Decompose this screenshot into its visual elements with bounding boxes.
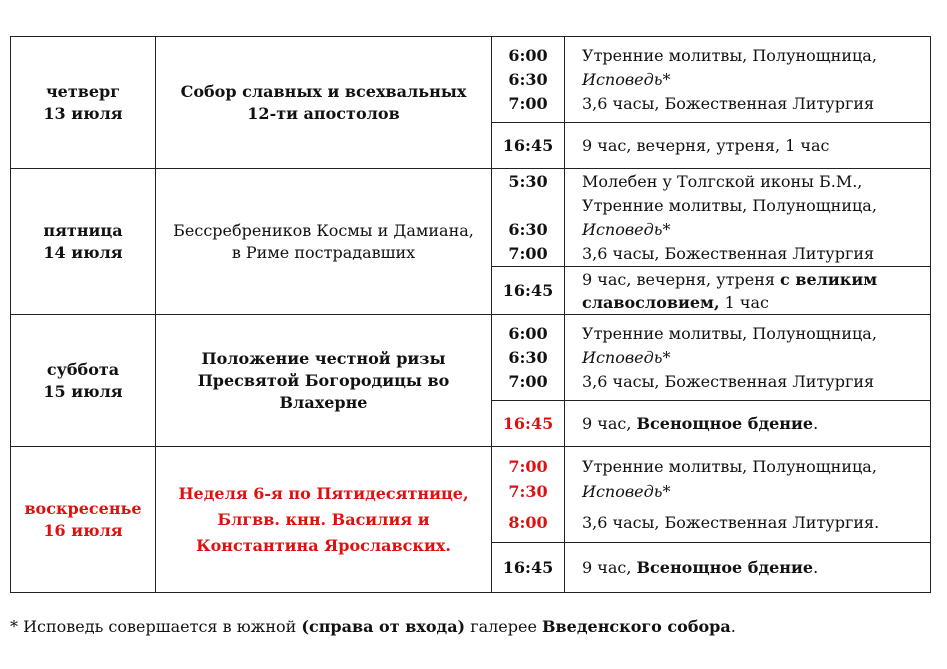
time-value: 16:45 bbox=[502, 135, 554, 155]
time-cell bbox=[492, 169, 565, 267]
date-label: 14 июля bbox=[43, 242, 123, 262]
feast-line: 12-ти апостолов bbox=[247, 103, 400, 123]
service-line: Исповедь* bbox=[582, 347, 671, 367]
day-cell bbox=[11, 37, 156, 169]
service-line: Утренние молитвы, Полунощница, bbox=[582, 323, 877, 343]
feast-line: Бессребреников Космы и Дамиана, bbox=[173, 220, 474, 240]
time-value: 7:00 bbox=[508, 243, 548, 263]
schedule-row-saturday-morning bbox=[11, 315, 931, 401]
feast-cell bbox=[156, 447, 492, 593]
service-cell bbox=[565, 169, 931, 267]
time-value: 16:45 bbox=[502, 413, 554, 433]
schedule-row-thursday-morning bbox=[11, 37, 931, 123]
service-line: 3,6 часы, Божественная Литургия bbox=[582, 243, 875, 263]
time-cell bbox=[492, 123, 565, 169]
time-value: 7:00 bbox=[508, 93, 548, 113]
time-cell bbox=[492, 447, 565, 543]
day-cell bbox=[11, 447, 156, 593]
date-label: 15 июля bbox=[43, 381, 123, 401]
time-cell bbox=[492, 315, 565, 401]
time-cell bbox=[492, 37, 565, 123]
service-line: Утренние молитвы, Полунощница, bbox=[582, 457, 877, 476]
service-line: Утренние молитвы, Полунощница, bbox=[582, 195, 877, 215]
time-value: 6:30 bbox=[508, 69, 548, 89]
service-bold: славословием, bbox=[582, 292, 720, 312]
footnote-bold: Введенского собора bbox=[542, 617, 731, 636]
time-value: 7:00 bbox=[508, 457, 548, 476]
footnote bbox=[10, 617, 736, 636]
time-value: 5:30 bbox=[508, 171, 548, 191]
feast-cell bbox=[156, 37, 492, 169]
time-cell bbox=[492, 543, 565, 593]
time-cell bbox=[492, 401, 565, 447]
day-cell bbox=[11, 169, 156, 315]
time-value: 6:00 bbox=[508, 45, 548, 65]
weekday-label: четверг bbox=[45, 81, 121, 101]
service-cell bbox=[565, 401, 931, 447]
feast-cell bbox=[156, 169, 492, 315]
service-line: Утренние молитвы, Полунощница, bbox=[582, 45, 877, 65]
weekday-label: воскресенье bbox=[24, 498, 142, 518]
footnote-bold: (справа от входа) bbox=[301, 617, 466, 636]
schedule-table bbox=[10, 36, 931, 593]
schedule-row-friday-morning bbox=[11, 169, 931, 267]
time-value: 6:00 bbox=[508, 323, 548, 343]
weekday-label: суббота bbox=[46, 359, 120, 379]
time-cell bbox=[492, 267, 565, 315]
service-text: 1 час bbox=[719, 292, 769, 312]
feast-line: Собор славных и всехвальных bbox=[180, 81, 467, 101]
feast-line: Блгвв. кнн. Василия и bbox=[217, 509, 430, 529]
service-line: Исповедь* bbox=[582, 482, 671, 501]
date-label: 16 июля bbox=[43, 520, 123, 540]
feast-line: Неделя 6-я по Пятидесятнице, bbox=[178, 483, 469, 503]
service-line: 9 час, вечерня, утреня, 1 час bbox=[582, 135, 830, 155]
feast-line: в Риме пострадавших bbox=[231, 242, 416, 262]
service-line: Исповедь* bbox=[582, 69, 671, 89]
service-text: . bbox=[813, 413, 819, 433]
feast-cell bbox=[156, 315, 492, 447]
service-cell bbox=[565, 123, 931, 169]
service-line: Молебен у Толгской иконы Б.М., bbox=[582, 171, 863, 191]
time-value: 7:00 bbox=[508, 371, 548, 391]
footnote-text: галерее bbox=[465, 617, 543, 636]
time-value: 6:30 bbox=[508, 347, 548, 367]
service-bold: с великим bbox=[780, 269, 878, 289]
service-text: 9 час, bbox=[582, 557, 637, 577]
service-line: Исповедь* bbox=[582, 219, 671, 239]
feast-line: Влахерне bbox=[279, 392, 368, 412]
service-text: 9 час, вечерня, утреня bbox=[582, 269, 781, 289]
time-value: 7:30 bbox=[508, 482, 548, 501]
service-cell bbox=[565, 447, 931, 543]
feast-line: Пресвятой Богородицы во bbox=[197, 370, 450, 390]
service-text: 9 час, bbox=[582, 413, 637, 433]
service-cell bbox=[565, 267, 931, 315]
service-cell bbox=[565, 315, 931, 401]
date-label: 13 июля bbox=[43, 103, 123, 123]
service-line: 3,6 часы, Божественная Литургия bbox=[582, 93, 875, 113]
service-text: . bbox=[813, 557, 819, 577]
time-value: 6:30 bbox=[508, 219, 548, 239]
day-cell bbox=[11, 315, 156, 447]
feast-line: Положение честной ризы bbox=[201, 348, 446, 368]
time-value: 16:45 bbox=[502, 557, 554, 577]
footnote-text: * Исповедь совершается в южной bbox=[10, 617, 302, 636]
service-bold: Всенощное бдение bbox=[636, 557, 814, 577]
time-value: 16:45 bbox=[502, 280, 554, 300]
schedule-row-sunday-morning bbox=[11, 447, 931, 543]
service-line: 3,6 часы, Божественная Литургия bbox=[582, 371, 875, 391]
weekday-label: пятница bbox=[43, 220, 123, 240]
feast-line: Константина Ярославских. bbox=[196, 535, 451, 555]
service-line: 3,6 часы, Божественная Литургия. bbox=[582, 513, 880, 532]
footnote-text: . bbox=[730, 617, 736, 636]
time-value: 8:00 bbox=[508, 513, 548, 532]
service-cell bbox=[565, 37, 931, 123]
service-cell bbox=[565, 543, 931, 593]
service-bold: Всенощное бдение bbox=[636, 413, 814, 433]
